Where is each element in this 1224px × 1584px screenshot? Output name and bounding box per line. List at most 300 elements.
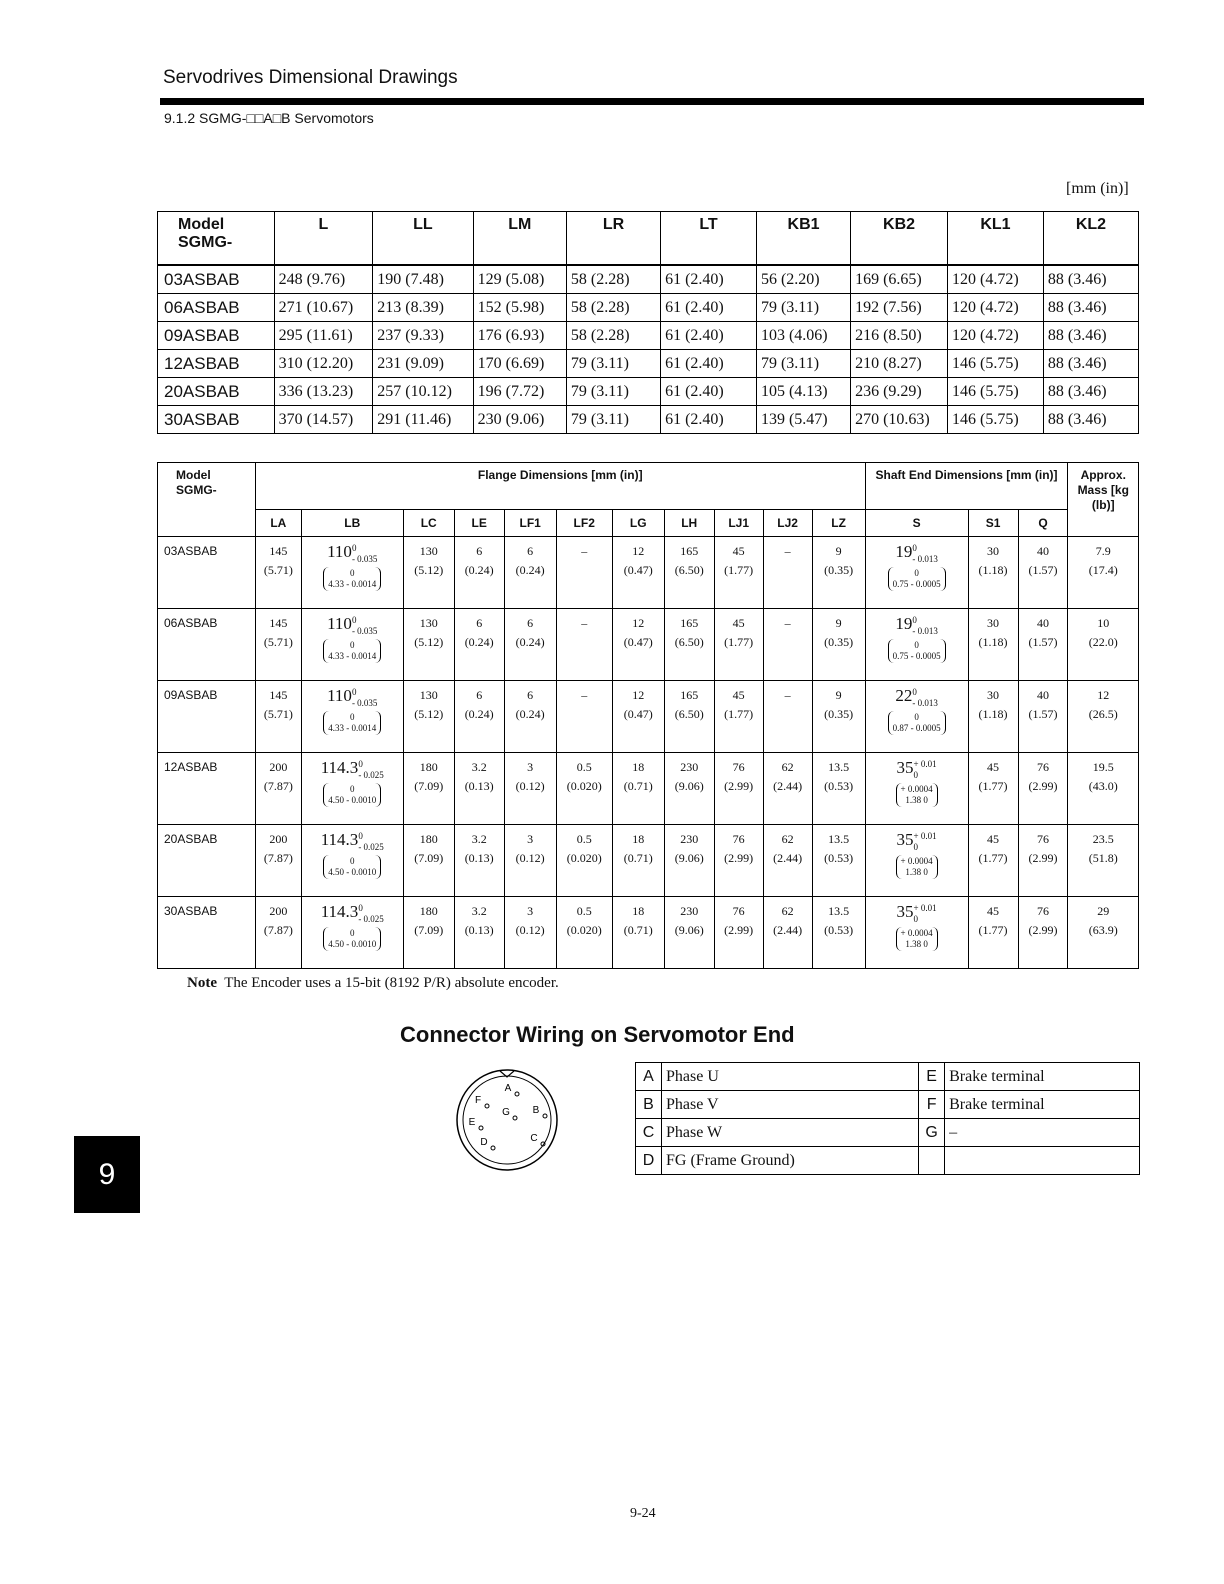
table-row xyxy=(636,1147,1140,1175)
dimension-cell: 88 (3.46) xyxy=(1043,406,1138,434)
encoder-note xyxy=(187,975,559,992)
value-in: (7.09) xyxy=(414,779,444,793)
dimension-cell: 61 (2.40) xyxy=(661,378,757,406)
dimensions-table xyxy=(157,211,1139,434)
col-header: KB2 xyxy=(851,212,948,266)
tolerance-lower: - 0.013 xyxy=(912,554,938,565)
value-in: (5.71) xyxy=(263,707,293,721)
dimension-cell: 230 (9.06) xyxy=(473,406,566,434)
nominal-mm: 110 xyxy=(327,542,352,561)
inch-value: 0.87 - 0.0005 xyxy=(892,723,941,734)
cell-lh xyxy=(664,825,714,897)
dimension-cell: 61 (2.40) xyxy=(661,350,757,378)
tolerance-lower: - 0.013 xyxy=(912,698,938,709)
mass-kg: 12 xyxy=(1097,688,1110,702)
cell-lz xyxy=(812,681,865,753)
inch-value: 4.33 - 0.0014 xyxy=(328,651,377,662)
cell-lf2 xyxy=(556,825,612,897)
value-in: (2.99) xyxy=(1028,851,1058,865)
dimension-cell: 79 (3.11) xyxy=(756,350,850,378)
pin-label-c: C xyxy=(530,1133,538,1144)
cell-s-tolerance xyxy=(865,753,968,825)
connector-title: Connector Wiring on Servomotor End xyxy=(400,1022,795,1047)
page-number: 9-24 xyxy=(630,1506,656,1521)
dimension-cell: 88 (3.46) xyxy=(1043,378,1138,406)
cell-s1 xyxy=(968,609,1018,681)
cell-le xyxy=(454,897,504,969)
value-in: (0.24) xyxy=(464,635,494,649)
cell-le xyxy=(454,609,504,681)
cell-s1 xyxy=(968,753,1018,825)
pin-socket xyxy=(491,1146,495,1150)
tolerance-lower: 0 xyxy=(913,770,919,781)
cell-lc xyxy=(403,681,454,753)
inch-upper: 0 xyxy=(350,784,355,795)
dimension-cell: 120 (4.72) xyxy=(948,265,1044,294)
model-cell: 12ASBAB xyxy=(158,350,275,378)
tolerance-mm xyxy=(912,687,938,709)
cell-le xyxy=(454,681,504,753)
col-header: LR xyxy=(566,212,660,266)
value-mm: 9 xyxy=(835,688,842,702)
pin-label-e: E xyxy=(468,1117,476,1128)
value-mm: 180 xyxy=(419,904,438,918)
value-mm: 3 xyxy=(527,760,534,774)
value-mm: 18 xyxy=(632,904,645,918)
dimension-cell: 236 (9.29) xyxy=(851,378,948,406)
cell-lb-tolerance xyxy=(301,825,403,897)
value-mm: 230 xyxy=(680,904,699,918)
model-cell: 03ASBAB xyxy=(158,265,275,294)
model-header: Model SGMG- xyxy=(158,463,256,537)
tolerance-lower: - 0.035 xyxy=(351,626,378,637)
tolerance-lower: 0 xyxy=(913,842,919,853)
value-mm: 12 xyxy=(632,616,645,630)
cell-lb-tolerance xyxy=(301,681,403,753)
mass-kg: 10 xyxy=(1097,616,1110,630)
table-row xyxy=(158,322,1139,350)
pin-id-cell: F xyxy=(919,1091,945,1119)
inch-value: 4.50 - 0.0010 xyxy=(328,939,377,950)
dimension-cell: 146 (5.75) xyxy=(948,378,1044,406)
note-text: The Encoder uses a 15-bit (8192 P/R) absolute encoder. xyxy=(224,975,559,991)
connector-pin-table xyxy=(635,1062,1140,1175)
value-in: (1.18) xyxy=(978,707,1008,721)
tolerance-inch xyxy=(323,711,381,735)
tolerance-mm xyxy=(352,687,378,709)
nominal-mm: 114.3 xyxy=(320,758,359,777)
table-row xyxy=(158,753,1139,825)
pin-socket xyxy=(479,1126,483,1130)
value-mm: 130 xyxy=(419,688,438,702)
value-mm: 3 xyxy=(527,832,534,846)
cell-la xyxy=(255,537,301,609)
nominal-mm: 35 xyxy=(896,758,914,777)
cell-lg xyxy=(612,537,664,609)
cell-le xyxy=(454,825,504,897)
cell-lb-tolerance xyxy=(301,897,403,969)
signal-cell: Phase W xyxy=(662,1119,919,1147)
value-in: (0.35) xyxy=(824,635,854,649)
col-header: L xyxy=(274,212,373,266)
inch-upper: 0 xyxy=(914,712,919,723)
dimension-cell: 58 (2.28) xyxy=(566,294,660,322)
value-in: (7.87) xyxy=(263,779,293,793)
value-in: (2.99) xyxy=(1028,923,1058,937)
section-subtitle: 9.1.2 SGMG-□□A□B Servomotors xyxy=(164,110,374,126)
value-in: (1.77) xyxy=(724,635,754,649)
value-mm: 76 xyxy=(732,832,745,846)
value-mm: – xyxy=(581,688,588,702)
col-header: LL xyxy=(373,212,473,266)
tolerance-upper: 0 xyxy=(351,615,357,626)
tolerance-upper: 0 xyxy=(358,831,363,842)
dimension-cell: 291 (11.46) xyxy=(373,406,473,434)
inch-upper: 0 xyxy=(350,856,355,867)
value-in: (1.57) xyxy=(1028,635,1058,649)
value-in: (0.47) xyxy=(623,563,653,577)
cell-mass xyxy=(1068,681,1139,753)
cell-lf1 xyxy=(504,897,556,969)
value-in: (1.57) xyxy=(1028,707,1058,721)
value-in: (0.35) xyxy=(824,563,854,577)
value-mm: 45 xyxy=(987,904,1000,918)
value-in: (9.06) xyxy=(674,851,704,865)
value-mm: 30 xyxy=(987,544,1000,558)
tolerance-upper: 0 xyxy=(358,903,363,914)
pin-id-cell: A xyxy=(636,1063,662,1091)
tolerance-mm xyxy=(352,615,378,637)
cell-lz xyxy=(812,897,865,969)
value-mm: 18 xyxy=(632,832,645,846)
cell-lz xyxy=(812,537,865,609)
dimension-cell: 170 (6.69) xyxy=(473,350,566,378)
page-header-title: Servodrives Dimensional Drawings xyxy=(163,67,458,88)
value-mm: – xyxy=(784,688,791,702)
value-in: (1.77) xyxy=(724,563,754,577)
sub-header-lb: LB xyxy=(301,510,403,537)
dimension-cell: 190 (7.48) xyxy=(373,265,473,294)
table-row xyxy=(158,897,1139,969)
value-in: (0.24) xyxy=(464,563,494,577)
dimension-cell: 213 (8.39) xyxy=(373,294,473,322)
value-mm: 9 xyxy=(835,616,842,630)
inch-value: 1.38 0 xyxy=(905,795,928,806)
nominal-mm: 19 xyxy=(895,542,913,561)
nominal-mm: 110 xyxy=(327,614,352,633)
tolerance-lower: 0 xyxy=(913,914,919,925)
value-in: (2.44) xyxy=(773,923,803,937)
dimension-cell: 271 (10.67) xyxy=(274,294,373,322)
signal-cell: Phase U xyxy=(662,1063,919,1091)
cell-lf1 xyxy=(504,537,556,609)
dimension-cell: 120 (4.72) xyxy=(948,322,1044,350)
table-row xyxy=(158,294,1139,322)
dimension-cell: 79 (3.11) xyxy=(756,294,850,322)
tolerance-inch xyxy=(323,927,381,951)
value-in: (1.77) xyxy=(724,707,754,721)
inch-upper: 0 xyxy=(914,568,919,579)
value-in: (0.71) xyxy=(623,779,653,793)
table-row xyxy=(158,406,1139,434)
value-mm: 230 xyxy=(680,760,699,774)
cell-lj2 xyxy=(763,681,812,753)
value-in: (1.18) xyxy=(978,563,1008,577)
model-cell: 03ASBAB xyxy=(158,537,256,609)
tolerance-inch xyxy=(323,783,381,807)
dimension-cell: 61 (2.40) xyxy=(661,406,757,434)
value-mm: 3.2 xyxy=(471,904,487,918)
cell-lj1 xyxy=(714,681,763,753)
signal-cell: Phase V xyxy=(662,1091,919,1119)
pin-id-cell xyxy=(919,1147,945,1175)
dimension-cell: 61 (2.40) xyxy=(661,322,757,350)
col-header: Model SGMG- xyxy=(158,212,275,266)
value-mm: 13.5 xyxy=(828,832,850,846)
cell-q xyxy=(1018,681,1068,753)
note-label: Note xyxy=(187,975,217,991)
sub-header-lj1: LJ1 xyxy=(714,510,763,537)
value-in: (5.12) xyxy=(414,635,444,649)
value-mm: 130 xyxy=(419,544,438,558)
value-in: (0.53) xyxy=(824,923,854,937)
value-in: (0.020) xyxy=(566,779,602,793)
cell-lf2 xyxy=(556,753,612,825)
flange-shaft-table xyxy=(157,462,1139,969)
nominal-mm: 114.3 xyxy=(320,902,359,921)
cell-lc xyxy=(403,897,454,969)
tolerance-upper: 0 xyxy=(912,615,917,626)
value-in: (0.53) xyxy=(824,851,854,865)
tolerance-mm xyxy=(358,831,384,853)
value-in: (2.99) xyxy=(724,779,754,793)
dimension-cell: 370 (14.57) xyxy=(274,406,373,434)
value-in: (7.09) xyxy=(414,923,444,937)
value-mm: 62 xyxy=(781,904,794,918)
cell-lb-tolerance xyxy=(301,753,403,825)
value-mm: 30 xyxy=(987,616,1000,630)
tolerance-mm xyxy=(914,831,937,853)
col-header: KL2 xyxy=(1043,212,1138,266)
value-mm: 3.2 xyxy=(471,760,487,774)
cell-lf1 xyxy=(504,681,556,753)
nominal-mm: 114.3 xyxy=(320,830,359,849)
pin-label-g: G xyxy=(502,1107,510,1118)
value-mm: 30 xyxy=(987,688,1000,702)
table-row xyxy=(636,1119,1140,1147)
dimension-cell: 58 (2.28) xyxy=(566,322,660,350)
tolerance-inch xyxy=(888,639,946,663)
nominal-mm: 35 xyxy=(896,830,914,849)
tolerance-lower: - 0.035 xyxy=(351,554,378,565)
model-cell: 12ASBAB xyxy=(158,753,256,825)
model-cell: 30ASBAB xyxy=(158,406,275,434)
value-in: (1.77) xyxy=(978,779,1008,793)
pin-id-cell: D xyxy=(636,1147,662,1175)
dimension-cell: 88 (3.46) xyxy=(1043,265,1138,294)
sub-header-lf2: LF2 xyxy=(556,510,612,537)
dimension-cell: 61 (2.40) xyxy=(661,265,757,294)
dimension-cell: 248 (9.76) xyxy=(274,265,373,294)
pin-label-a: A xyxy=(504,1083,512,1094)
value-in: (0.12) xyxy=(515,779,545,793)
value-mm: 9 xyxy=(835,544,842,558)
signal-cell xyxy=(945,1147,1140,1175)
value-mm: 145 xyxy=(269,544,288,558)
mass-lb: (17.4) xyxy=(1088,563,1118,577)
cell-lf2 xyxy=(556,681,612,753)
flange-header: Flange Dimensions [mm (in)] xyxy=(255,463,865,510)
tolerance-mm xyxy=(352,543,378,565)
cell-lj2 xyxy=(763,537,812,609)
cell-lg xyxy=(612,753,664,825)
nominal-mm: 22 xyxy=(895,686,913,705)
model-cell: 20ASBAB xyxy=(158,378,275,406)
table-row xyxy=(158,537,1139,609)
col-header: LM xyxy=(473,212,566,266)
signal-cell: FG (Frame Ground) xyxy=(662,1147,919,1175)
col-header: LT xyxy=(661,212,757,266)
value-mm: 12 xyxy=(632,544,645,558)
value-mm: 3 xyxy=(527,904,534,918)
dimension-cell: 216 (8.50) xyxy=(851,322,948,350)
dimension-cell: 210 (8.27) xyxy=(851,350,948,378)
value-mm: 13.5 xyxy=(828,760,850,774)
value-mm: 6 xyxy=(527,544,534,558)
sub-header-lh: LH xyxy=(664,510,714,537)
value-in: (0.24) xyxy=(515,707,545,721)
connector-face-diagram xyxy=(452,1065,562,1175)
pin-label-d: D xyxy=(480,1137,488,1148)
table-row xyxy=(636,1091,1140,1119)
pin-label-b: B xyxy=(532,1105,540,1116)
model-cell: 20ASBAB xyxy=(158,825,256,897)
cell-lh xyxy=(664,897,714,969)
dimension-cell: 257 (10.12) xyxy=(373,378,473,406)
tolerance-mm xyxy=(912,543,938,565)
shaft-header: Shaft End Dimensions [mm (in)] xyxy=(865,463,1068,510)
value-mm: 45 xyxy=(732,688,745,702)
value-in: (0.12) xyxy=(515,923,545,937)
value-mm: 76 xyxy=(1037,760,1049,774)
dimension-cell: 231 (9.09) xyxy=(373,350,473,378)
pin-socket xyxy=(543,1114,547,1118)
value-in: (7.87) xyxy=(263,851,293,865)
sub-header-lf1: LF1 xyxy=(504,510,556,537)
cell-la xyxy=(255,609,301,681)
sub-header-s1: S1 xyxy=(968,510,1018,537)
value-mm: 0.5 xyxy=(576,760,592,774)
cell-lf2 xyxy=(556,897,612,969)
cell-lj2 xyxy=(763,897,812,969)
mass-lb: (43.0) xyxy=(1088,779,1118,793)
value-mm: 6 xyxy=(527,616,534,630)
pin-id-cell: C xyxy=(636,1119,662,1147)
tolerance-mm xyxy=(914,759,937,781)
dimension-cell: 139 (5.47) xyxy=(756,406,850,434)
value-mm: 62 xyxy=(781,760,794,774)
value-mm: 18 xyxy=(632,760,645,774)
tolerance-inch xyxy=(896,855,938,879)
cell-lg xyxy=(612,825,664,897)
dimension-cell: 336 (13.23) xyxy=(274,378,373,406)
inch-upper: + 0.0004 xyxy=(900,928,933,939)
cell-lh xyxy=(664,681,714,753)
tolerance-inch xyxy=(323,567,381,591)
mass-kg: 7.9 xyxy=(1095,544,1111,558)
value-mm: 45 xyxy=(987,760,1000,774)
value-mm: 180 xyxy=(419,760,438,774)
mass-kg: 23.5 xyxy=(1092,832,1114,846)
cell-q xyxy=(1018,825,1068,897)
value-in: (0.13) xyxy=(464,923,494,937)
tolerance-inch xyxy=(896,783,938,807)
nominal-mm: 110 xyxy=(327,686,352,705)
model-cell: 06ASBAB xyxy=(158,609,256,681)
cell-s-tolerance xyxy=(865,681,968,753)
dimension-cell: 56 (2.20) xyxy=(756,265,850,294)
model-cell: 30ASBAB xyxy=(158,897,256,969)
table-row xyxy=(158,265,1139,294)
cell-s-tolerance xyxy=(865,825,968,897)
tolerance-mm xyxy=(912,615,938,637)
sub-header-la: LA xyxy=(255,510,301,537)
value-mm: – xyxy=(784,616,791,630)
tolerance-upper: 0 xyxy=(351,687,357,698)
cell-mass xyxy=(1068,825,1139,897)
tolerance-lower: - 0.025 xyxy=(358,914,384,925)
cell-q xyxy=(1018,609,1068,681)
cell-lf1 xyxy=(504,825,556,897)
value-in: (0.71) xyxy=(623,851,653,865)
cell-lb-tolerance xyxy=(301,609,403,681)
header-rule xyxy=(160,98,1144,105)
cell-le xyxy=(454,753,504,825)
value-mm: 6 xyxy=(476,544,483,558)
cell-mass xyxy=(1068,897,1139,969)
model-cell: 09ASBAB xyxy=(158,681,256,753)
value-in: (0.47) xyxy=(623,635,653,649)
value-mm: 62 xyxy=(781,832,794,846)
signal-cell: – xyxy=(945,1119,1140,1147)
tolerance-upper: 0 xyxy=(912,543,917,554)
tolerance-inch xyxy=(323,639,381,663)
value-mm: 200 xyxy=(269,760,288,774)
cell-lf1 xyxy=(504,609,556,681)
cell-lj1 xyxy=(714,897,763,969)
cell-s1 xyxy=(968,897,1018,969)
inch-upper: 0 xyxy=(914,640,919,651)
table-row xyxy=(158,378,1139,406)
sub-header-lc: LC xyxy=(403,510,454,537)
dimension-cell: 146 (5.75) xyxy=(948,406,1044,434)
inch-upper: 0 xyxy=(350,712,355,723)
cell-lb-tolerance xyxy=(301,537,403,609)
sub-header-le: LE xyxy=(454,510,504,537)
sub-header-lj2: LJ2 xyxy=(763,510,812,537)
cell-lc xyxy=(403,609,454,681)
dimension-cell: 310 (12.20) xyxy=(274,350,373,378)
cell-lj2 xyxy=(763,753,812,825)
mass-lb: (51.8) xyxy=(1088,851,1118,865)
nominal-mm: 19 xyxy=(895,614,913,633)
tolerance-upper: 0 xyxy=(358,759,363,770)
tolerance-mm xyxy=(914,903,937,925)
value-in: (1.77) xyxy=(978,923,1008,937)
value-mm: 13.5 xyxy=(828,904,850,918)
cell-q xyxy=(1018,897,1068,969)
value-in: (0.71) xyxy=(623,923,653,937)
